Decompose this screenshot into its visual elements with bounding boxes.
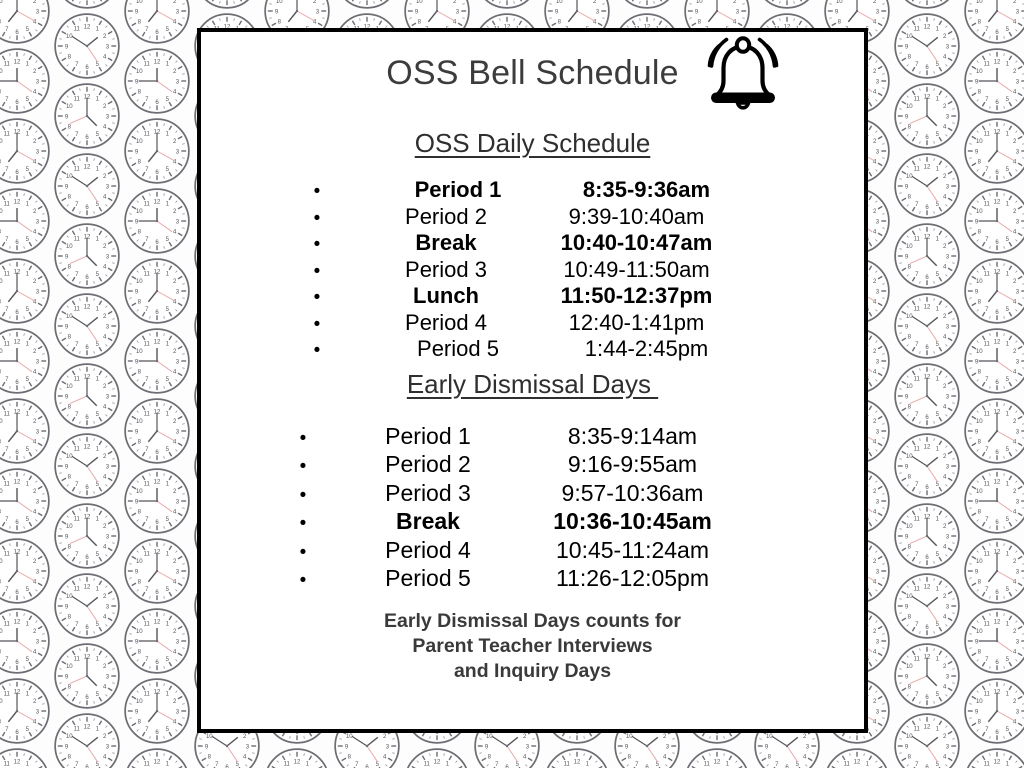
bullet-icon: • [313,313,321,335]
schedule-row [295,422,864,451]
period-label: Break [415,230,477,255]
footer-note [201,609,864,684]
footer-note-line-3: and Inquiry Days [453,659,612,682]
daily-schedule-heading: OSS Daily Schedule [414,128,651,158]
bell-schedule-card [197,28,868,733]
bullet-icon: • [313,287,321,308]
schedule-row [309,310,864,337]
period-label: Period 4 [405,309,487,335]
bullet-icon: • [313,234,321,255]
bullet-icon: • [299,456,307,477]
early-dismissal-heading: Early Dismissal Days [406,368,659,399]
bullet-icon: • [313,260,321,282]
period-time: 12:40-1:41pm [568,309,705,335]
bullet-icon: • [313,340,321,361]
period-time: 10:49-11:50am [563,256,710,282]
schedule-row [295,507,864,536]
schedule-row [309,336,864,363]
bullet-icon: • [299,513,307,534]
period-time: 1:44-2:45pm [584,336,709,361]
footer-note-line-2: Parent Teacher Interviews [412,634,653,657]
period-label: Lunch [413,283,479,308]
schedule-row [309,283,864,310]
period-time: 9:16-9:55am [567,451,698,477]
period-time: 11:26-12:05pm [555,565,709,591]
period-label: Period 5 [417,336,499,361]
period-label: Break [396,508,460,534]
schedule-row [295,450,864,479]
period-label: Period 2 [385,451,471,477]
schedule-row [309,257,864,284]
period-label: Period 3 [385,479,471,506]
period-label: Period 3 [405,256,487,282]
bullet-icon: • [313,207,321,229]
period-time: 10:45-11:24am [555,536,709,563]
bullet-icon: • [313,181,321,202]
period-label: Period 2 [405,203,487,229]
schedule-row [309,230,864,257]
page-title: OSS Bell Schedule [386,53,679,92]
bullet-icon: • [299,427,307,449]
bullet-icon: • [299,541,307,563]
period-time: 9:57-10:36am [561,479,704,506]
period-time: 11:50-12:37pm [560,283,713,308]
period-label: Period 1 [414,177,502,202]
schedule-row [309,177,864,204]
schedule-row [309,204,864,231]
period-time: 8:35-9:14am [567,422,698,449]
early-dismissal-list [201,422,864,593]
bell-ringing-icon [697,34,789,114]
bullet-icon: • [299,484,307,506]
daily-schedule-list [201,177,864,363]
footer-note-line-1: Early Dismissal Days counts for [384,609,681,632]
schedule-row [295,536,864,565]
period-label: Period 4 [385,536,471,563]
period-time: 8:35-9:36am [582,177,711,202]
period-label: Period 1 [385,422,471,449]
schedule-row [295,479,864,508]
bullet-icon: • [299,570,307,591]
period-time: 10:36-10:45am [553,508,712,534]
card-header [201,32,864,114]
schedule-row [295,564,864,593]
period-time: 9:39-10:40am [568,203,705,229]
period-label: Period 5 [385,565,471,591]
period-time: 10:40-10:47am [560,230,713,255]
